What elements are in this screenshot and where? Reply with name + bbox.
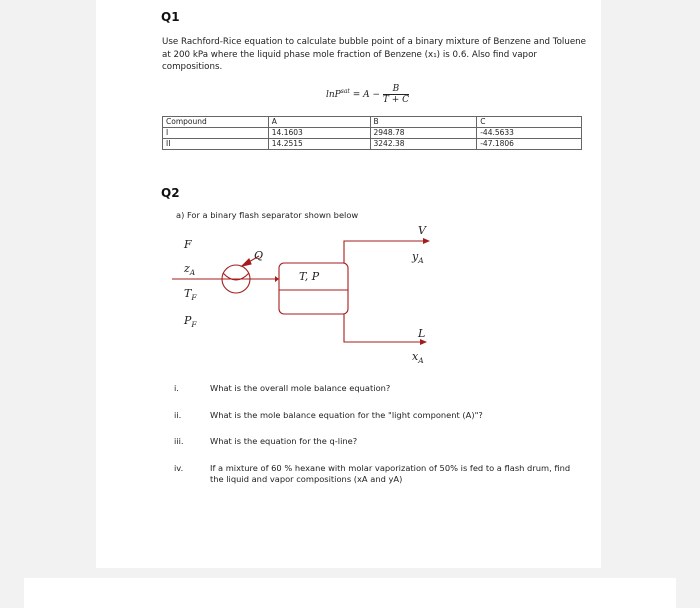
header-b: B: [370, 117, 477, 128]
label-liquid-l: L: [418, 327, 426, 340]
label-heat-q: Q: [254, 249, 264, 262]
label-za-text: z: [184, 262, 190, 275]
question-num: i.: [174, 383, 179, 393]
label-pf-sub: F: [191, 320, 197, 330]
table-cell: 14.1603: [268, 128, 370, 139]
question-num: iii.: [174, 436, 184, 446]
header-compound: Compound: [163, 117, 269, 128]
table-cell: II: [163, 139, 269, 150]
label-vessel-tp: T, P: [299, 270, 320, 283]
label-tf-text: T: [184, 287, 192, 300]
label-feed: F: [184, 238, 192, 251]
label-tf: [184, 287, 197, 302]
table-cell: -44.5633: [477, 128, 582, 139]
question-text: What is the mole balance equation for the "light component (A)"?: [210, 410, 483, 420]
question-text: What is the overall mole balance equation?: [210, 383, 391, 393]
equation-numerator: B: [383, 84, 409, 95]
q1-heading: Q1: [161, 10, 180, 24]
q1-text: Use Rachford-Rice equation to calculate bubble point of a binary mixture of Benzene and Toluene at 200 kPa where the liquid phase mole fraction of Benzene (x₁) is 0.6. Also find vapor compositions.: [162, 37, 587, 72]
next-page: [24, 578, 676, 608]
label-za: [184, 262, 195, 277]
feed-arrowhead: [275, 276, 279, 282]
q2-heading: Q2: [161, 186, 180, 200]
label-xa: [412, 350, 424, 365]
label-ya: [412, 250, 424, 265]
equation-sup: sat: [340, 88, 350, 95]
label-pf: [184, 314, 197, 329]
header-a: A: [268, 117, 370, 128]
label-tf-sub: F: [191, 293, 197, 303]
label-za-sub: A: [189, 268, 196, 278]
header-c: C: [477, 117, 582, 128]
question-text: What is the equation for the q-line?: [210, 436, 358, 446]
q2-part-a: a) For a binary flash separator shown below: [176, 210, 359, 220]
flash-separator-diagram: [96, 0, 601, 380]
equation-rhs: = A −: [352, 90, 380, 100]
table-cell: 3242.38: [370, 139, 477, 150]
equation-denominator: T + C: [382, 95, 410, 105]
vapor-arrowhead: [423, 238, 430, 244]
label-xa-sub: A: [418, 356, 424, 366]
label-xa-text: x: [412, 350, 419, 363]
question-num: iv.: [174, 463, 184, 473]
label-ya-text: y: [412, 250, 419, 263]
label-pf-text: P: [184, 314, 192, 327]
question-num: ii.: [174, 410, 182, 420]
table-cell: 14.2515: [268, 139, 370, 150]
table-cell: I: [163, 128, 269, 139]
label-ya-sub: A: [418, 256, 424, 266]
document-page: [96, 0, 601, 568]
table-cell: -47.1806: [477, 139, 582, 150]
equation-lhs: lnP: [326, 90, 341, 100]
heat-arrowhead: [242, 259, 251, 266]
table-cell: 2948.78: [370, 128, 477, 139]
label-vapor-v: V: [418, 224, 426, 237]
liquid-outlet-line: [344, 314, 426, 342]
question-text: If a mixture of 60 % hexane with molar vaporization of 50% is fed to a flash drum, find the liquid and vapor compositions (xA and yA): [210, 463, 571, 484]
